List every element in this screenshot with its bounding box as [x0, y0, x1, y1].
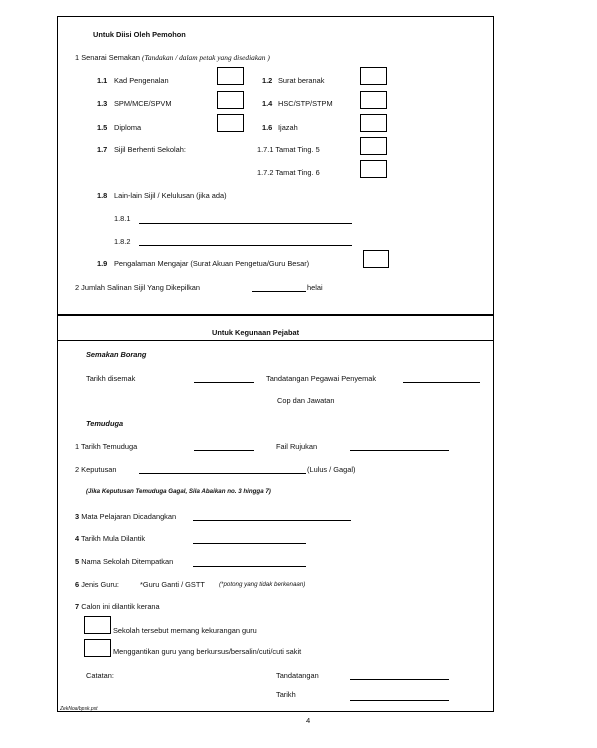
semakan-heading: Semakan Borang	[86, 350, 147, 359]
item-1-4-number: 1.4	[262, 99, 273, 108]
catatan-label: Catatan:	[86, 671, 114, 680]
tarikh-mula-label: Tarikh Mula Dilantik	[81, 534, 146, 543]
item-1-6-number: 1.6	[262, 123, 273, 132]
gagal-note: (Jika Keputusan Temuduga Gagal, Sila Abaikan no. 3 hingga 7)	[86, 488, 271, 495]
cop-jawatan-label: Cop dan Jawatan	[277, 396, 335, 405]
item-1-1-label: Kad Pengenalan	[114, 76, 169, 85]
checkbox-tamat-ting-6[interactable]	[360, 160, 387, 178]
item-1-7-label: Sijil Berhenti Sekolah:	[114, 145, 186, 154]
keputusan-line[interactable]	[139, 473, 306, 474]
lulus-gagal-label: (Lulus / Gagal)	[307, 465, 356, 474]
mata-pelajaran-number: 3	[75, 512, 80, 521]
item-1-2-number: 1.2	[262, 76, 273, 85]
nama-sekolah-label: Nama Sekolah Ditempatkan	[81, 557, 174, 566]
tarikh-disemak-label: Tarikh disemak	[86, 374, 136, 383]
checklist-label: Senarai Semakan	[81, 53, 140, 62]
item-1-8-2-line[interactable]	[139, 245, 352, 246]
mata-pelajaran-row	[75, 513, 176, 520]
checkbox-diploma[interactable]	[217, 114, 244, 132]
tarikh-temuduga-line[interactable]	[194, 450, 254, 451]
checkbox-kekurangan-guru[interactable]	[84, 616, 111, 634]
tandatangan-pegawai-line[interactable]	[403, 382, 480, 383]
office-section-title: Untuk Kegunaan Pejabat	[212, 328, 300, 337]
jenis-guru-note: (*potong yang tidak berkenaan)	[219, 581, 306, 588]
tarikh-mula-line[interactable]	[193, 543, 306, 544]
office-title-rule	[57, 340, 494, 341]
tandatangan-label: Tandatangan	[276, 671, 319, 680]
item-1-6-label: Ijazah	[278, 123, 298, 132]
tarikh-line[interactable]	[350, 700, 449, 701]
nama-sekolah-line[interactable]	[193, 566, 306, 567]
jenis-guru-row	[75, 581, 119, 588]
section-divider	[57, 314, 494, 316]
item-1-8-2-label: 1.8.2	[114, 237, 131, 246]
applicant-section-title: Untuk Diisi Oleh Pemohon	[93, 30, 186, 39]
item-1-1-number: 1.1	[97, 76, 108, 85]
keputusan-label: 2 Keputusan	[75, 465, 117, 474]
mata-pelajaran-label: Mata Pelajaran Dicadangkan	[81, 512, 177, 521]
tarikh-mula-row	[75, 535, 145, 542]
item-1-8-1-label: 1.8.1	[114, 214, 131, 223]
item-1-3-number: 1.3	[97, 99, 108, 108]
reason-kekurangan-guru: Sekolah tersebut memang kekurangan guru	[113, 626, 257, 635]
jenis-guru-value: *Guru Ganti / GSTT	[140, 580, 205, 589]
checklist-note: (Tandakan / dalam petak yang disediakan )	[142, 53, 270, 62]
tandatangan-line[interactable]	[350, 679, 449, 680]
nama-sekolah-number: 5	[75, 557, 80, 566]
item-1-7-2-label: 1.7.2 Tamat Ting. 6	[257, 168, 320, 177]
document-reference: ZekNoa/bpsk.pst	[60, 706, 98, 712]
checkbox-spm[interactable]	[217, 91, 244, 109]
copies-count-line[interactable]	[252, 291, 306, 292]
tarikh-temuduga-label: 1 Tarikh Temuduga	[75, 442, 138, 451]
tarikh-label: Tarikh	[276, 690, 296, 699]
checklist-heading	[75, 54, 270, 61]
nama-sekolah-row	[75, 558, 173, 565]
checkbox-menggantikan-guru[interactable]	[84, 639, 111, 657]
item-1-3-label: SPM/MCE/SPVM	[114, 99, 172, 108]
jenis-guru-number: 6	[75, 580, 80, 589]
tandatangan-pegawai-label: Tandatangan Pegawai Penyemak	[266, 374, 377, 383]
copies-count-label: 2 Jumlah Salinan Sijil Yang Dikepilkan	[75, 283, 201, 292]
jenis-guru-label: Jenis Guru:	[81, 580, 119, 589]
checkbox-stpm[interactable]	[360, 91, 387, 109]
checkbox-tamat-ting-5[interactable]	[360, 137, 387, 155]
calon-dilantik-row	[75, 603, 160, 610]
item-1-9-label: Pengalaman Mengajar (Surat Akuan Pengetua/Guru Besar)	[114, 259, 310, 268]
checkbox-kad-pengenalan[interactable]	[217, 67, 244, 85]
item-1-4-label: HSC/STP/STPM	[278, 99, 333, 108]
temuduga-heading: Temuduga	[86, 419, 124, 428]
tarikh-disemak-line[interactable]	[194, 382, 254, 383]
mata-pelajaran-line[interactable]	[193, 520, 351, 521]
copies-count-suffix: helai	[307, 283, 323, 292]
checkbox-surat-beranak[interactable]	[360, 67, 387, 85]
page-number: 4	[306, 716, 311, 725]
checklist-number: 1	[75, 53, 80, 62]
reason-menggantikan-guru: Menggantikan guru yang berkursus/bersalin/cuti/cuti sakit	[113, 647, 302, 656]
item-1-5-number: 1.5	[97, 123, 108, 132]
item-1-8-number: 1.8	[97, 191, 108, 200]
item-1-7-number: 1.7	[97, 145, 108, 154]
calon-dilantik-label: Calon ini dilantik kerana	[81, 602, 160, 611]
fail-rujukan-label: Fail Rujukan	[276, 442, 318, 451]
item-1-2-label: Surat beranak	[278, 76, 325, 85]
calon-dilantik-number: 7	[75, 602, 80, 611]
item-1-8-1-line[interactable]	[139, 223, 352, 224]
item-1-7-1-label: 1.7.1 Tamat Ting. 5	[257, 145, 320, 154]
fail-rujukan-line[interactable]	[350, 450, 449, 451]
tarikh-mula-number: 4	[75, 534, 80, 543]
item-1-8-label: Lain-lain Sijil / Kelulusan (jika ada)	[114, 191, 227, 200]
checkbox-pengalaman-mengajar[interactable]	[363, 250, 389, 268]
item-1-9-number: 1.9	[97, 259, 108, 268]
item-1-5-label: Diploma	[114, 123, 142, 132]
checkbox-ijazah[interactable]	[360, 114, 387, 132]
